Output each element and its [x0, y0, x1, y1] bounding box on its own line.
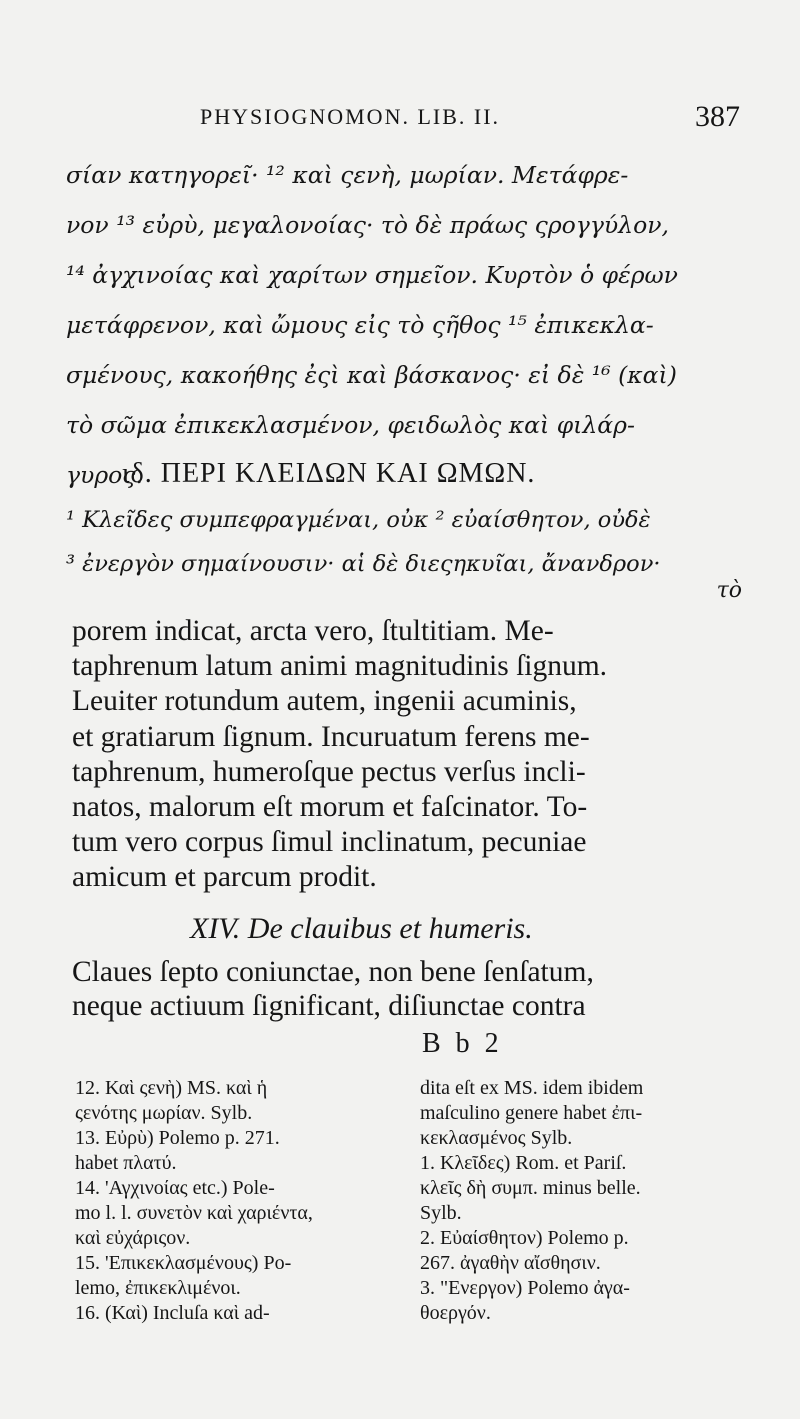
latin-line: natos, malorum eſt morum et faſcinator. To-: [72, 791, 588, 824]
latin-passage: [72, 614, 747, 896]
latin-line: Leuiter rotundum autem, ingenii acuminis,: [72, 685, 577, 718]
catchword: τὸ: [716, 578, 742, 603]
latin-line: taphrenum latum animi magnitudinis ſignum.: [72, 650, 608, 683]
greek-passage: [66, 150, 746, 500]
greek-passage-2: [66, 498, 746, 586]
footnote-line: 15. 'Επικεκλασμένους) Po-: [75, 1252, 292, 1274]
latin-line: tum vero corpus ſimul inclinatum, pecuniae: [72, 826, 587, 859]
footnote-line: 1. Κλεῖδες) Rom. et Pariſ.: [420, 1152, 627, 1174]
greek-line: σμένους, κακοήθης ἐςὶ καὶ βάσκανος· εἰ δὲ ¹⁶ (καὶ): [66, 361, 677, 389]
greek-line: ¹ Κλεῖδες συμπεφραγμέναι, οὐκ ² εὐαίσθητον, οὐδὲ: [66, 507, 651, 533]
running-head: PHYSIOGNOMON. LIB. II.: [200, 104, 501, 129]
greek-line: νον ¹³ εὐρὺ, μεγαλονοίας· τὸ δὲ πράως ςρογγύλον,: [66, 211, 669, 239]
footnote-line: habet πλατύ.: [75, 1152, 177, 1174]
footnote-line: 14. 'Αγχινοίας etc.) Pole-: [75, 1177, 275, 1199]
greek-line: τὸ σῶμα ἐπικεκλασμένον, φειδωλὸς καὶ φιλάρ-: [66, 411, 635, 439]
signature-mark: B b 2: [422, 1028, 503, 1059]
footnotes-left-column: [75, 1076, 405, 1326]
footnote-line: 3. "Ενεργον) Polemo ἀγα-: [420, 1277, 630, 1299]
greek-line: γυρος.: [66, 461, 143, 489]
latin-line: Claues ſepto coniunctae, non bene ſenſatum,: [72, 956, 594, 988]
latin-passage-2: [72, 955, 754, 1023]
footnote-line: maſculino genere habet ἐπι-: [420, 1102, 643, 1124]
page-number: 387: [695, 100, 740, 133]
greek-section-heading: ιδ. ΠΕΡΙ ΚΛΕΙΔΩΝ ΚΑΙ ΩΜΩΝ.: [122, 458, 536, 489]
footnote-line: 12. Καὶ ςενὴ) MS. καὶ ἡ: [75, 1077, 268, 1099]
latin-line: et gratiarum ſignum. Incuruatum ferens me-: [72, 720, 590, 753]
footnote-line: κλεῖς δὴ συμπ. minus belle.: [420, 1177, 641, 1199]
footnote-line: ςενότης μωρίαν. Sylb.: [75, 1102, 253, 1124]
footnotes-right-column: [420, 1076, 765, 1326]
footnote-line: 2. Εὐαίσθητον) Polemo p.: [420, 1227, 629, 1249]
latin-line: porem indicat, arcta vero, ſtultitiam. Me-: [72, 615, 554, 647]
footnote-line: lemo, ἐπικεκλιμένοι.: [75, 1277, 241, 1299]
latin-line: taphrenum, humeroſque pectus verſus incli-: [72, 755, 586, 788]
latin-line: amicum et parcum prodit.: [72, 861, 377, 894]
latin-line: neque actiuum ſignificant, diſiunctae contra: [72, 990, 586, 1022]
greek-line: ³ ἐνεργὸν σημαίνουσιν· αἱ δὲ διεςηκυῖαι, ἄνανδρον·: [66, 551, 661, 577]
footnote-line: κεκλασμένος Sylb.: [420, 1127, 573, 1149]
greek-line: ¹⁴ ἀγχινοίας καὶ χαρίτων σημεῖον. Κυρτὸν ὁ φέρων: [66, 261, 678, 289]
footnote-line: dita eſt ex MS. idem ibidem: [420, 1077, 644, 1099]
footnote-line: mo l. l. συνετὸν καὶ χαριέντα,: [75, 1202, 313, 1224]
latin-section-heading: XIV. De clauibus et humeris.: [190, 912, 533, 945]
footnote-line: 13. Εὐρὺ) Polemo p. 271.: [75, 1127, 280, 1149]
footnote-line: καὶ εὐχάριςον.: [75, 1227, 191, 1249]
footnote-line: 16. (Καὶ) Incluſa καὶ ad-: [75, 1302, 270, 1324]
footnote-line: 267. ἀγαθὴν αἴσθησιν.: [420, 1252, 601, 1274]
footnote-line: θοεργόν.: [420, 1302, 491, 1324]
greek-line: μετάφρενον, καὶ ὤμους εἰς τὸ ςῆθος ¹⁵ ἐπικεκλα-: [66, 311, 654, 339]
footnote-line: Sylb.: [420, 1202, 462, 1224]
page-header: [200, 100, 740, 140]
greek-line: σίαν κατηγορεῖ· ¹² καὶ ςενὴ, μωρίαν. Μετάφρε-: [66, 161, 629, 189]
